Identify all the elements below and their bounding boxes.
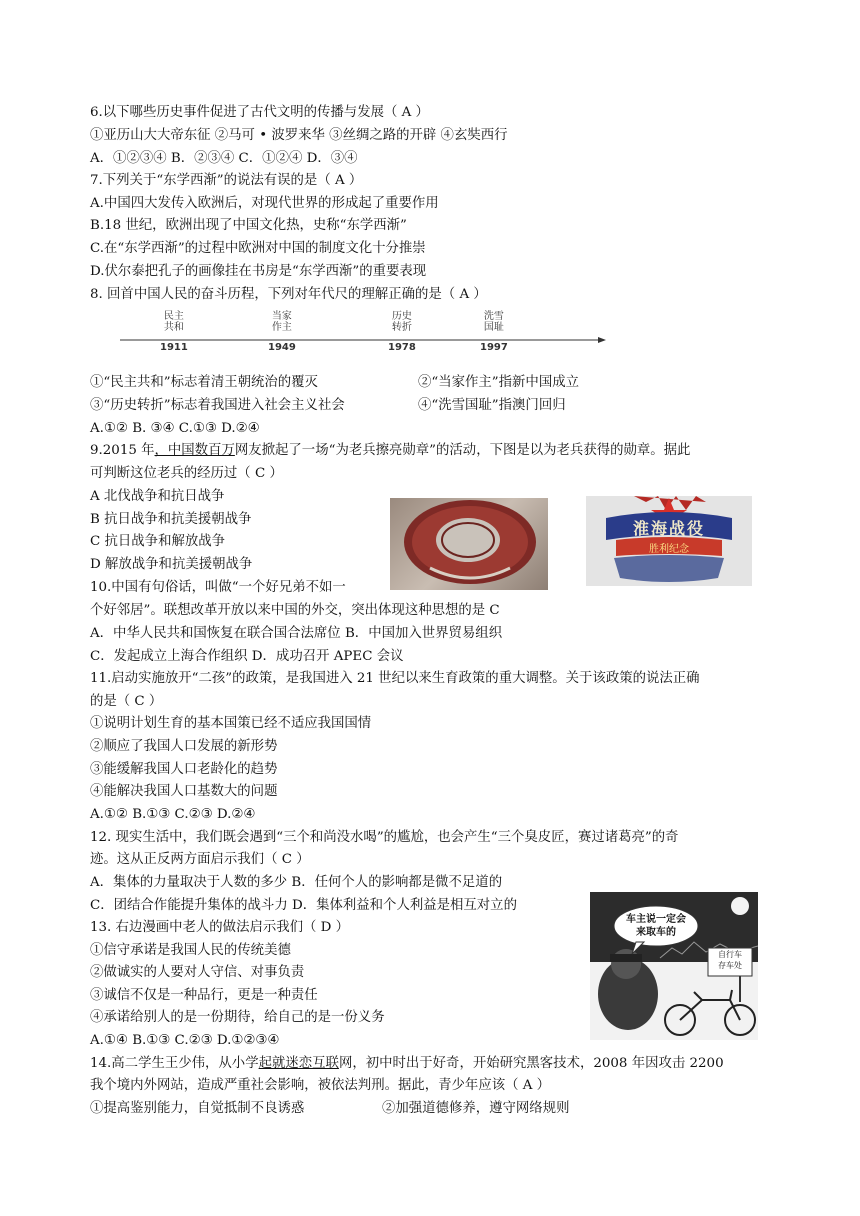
q14-stem-underlined: 起就迷恋互联 <box>258 1056 339 1071</box>
q8-stem: 8. 回首中国人民的奋斗历程，下列对年代尺的理解正确的是（ A ） <box>90 287 487 302</box>
q7-option-b: B.18 世纪，欧洲出现了中国文化热，史称“东学西渐” <box>90 218 407 233</box>
q11-stem-line1: 11.启动实施放开“二孩”的政策，是我国进入 21 世纪以来生育政策的重大调整。关于该政策的说法正确 <box>90 671 700 686</box>
timeline-label-bottom: 转折 <box>391 322 412 333</box>
q10-stem-line1: 10.中国有句俗话，叫做“一个好兄弟不如一 <box>90 580 346 595</box>
q14-stem-start: 14.高二学生王少伟，从小学 <box>90 1056 259 1071</box>
q14-option-1: ①提高鉴别能力，自觉抵制不良诱惑 <box>90 1101 305 1116</box>
q7-option-d: D.伏尔泰把孔子的画像挂在书房是“东学西渐”的重要表现 <box>90 264 427 279</box>
medal-coin-image <box>390 498 548 590</box>
q9-stem-line2: 可判断这位老兵的经历过（ C ） <box>90 466 283 481</box>
q7-stem: 7.下列关于“东学西渐”的说法有误的是（ A ） <box>90 173 363 188</box>
timeline-label-bottom: 作主 <box>271 322 292 333</box>
timeline-label-top: 历史 <box>391 311 412 322</box>
timeline-year: 1949 <box>268 342 296 353</box>
q7-option-c: C.在“东学西渐”的过程中欧洲对中国的制度文化十分推崇 <box>90 241 426 256</box>
q13-option-3: ③诚信不仅是一种品行，更是一种责任 <box>90 988 318 1003</box>
timeline-axis <box>120 308 610 358</box>
timeline-label-top: 洗雪 <box>483 311 504 322</box>
q9-stem-underlined: ，中国数百万 <box>154 443 235 458</box>
q14-stem-line1 <box>90 1054 724 1074</box>
cartoon-bubble-line2: 来取车的 <box>636 927 676 938</box>
q9-stem <box>90 441 690 461</box>
q13-stem: 13. 右边漫画中老人的做法启示我们（ D ） <box>90 920 350 935</box>
q9-stem-year: 9.2015 年 <box>90 443 155 458</box>
q11-option-3: ③能缓解我国人口老龄化的趋势 <box>90 762 278 777</box>
q6-choices: A．①②③④ B．②③④ C．①②④ D．③④ <box>90 151 358 166</box>
q11-option-2: ②顺应了我国人口发展的新形势 <box>90 739 278 754</box>
timeline-item-1978 <box>388 311 416 353</box>
q8-choices: A.①② B. ③④ C.①③ D.②④ <box>90 421 260 436</box>
q8-option-4: ④“洗雪国耻”指澳门回归 <box>418 398 566 413</box>
q14-stem-rest: 网，初中时出于好奇，开始研究黑客技术，2008 年因攻击 2200 <box>338 1056 724 1071</box>
q11-option-4: ④能解决我国人口基数大的问题 <box>90 784 278 799</box>
medal-photo-1 <box>390 498 548 590</box>
q12-stem-line2: 迹。这从正反两方面启示我们（ C ） <box>90 852 310 867</box>
medal-photo-2 <box>586 496 752 586</box>
q8-option-1: ①“民主共和”标志着清王朝统治的覆灭 <box>90 375 318 390</box>
q6-stem: 6.以下哪些历史事件促进了古代文明的传播与发展（ A ） <box>90 105 429 120</box>
timeline-item-1911 <box>160 311 188 353</box>
q12-options-cd: C．团结合作能提升集体的战斗力 D．集体利益和个人利益是相互对立的 <box>90 898 517 913</box>
cartoon-old-man-bicycle <box>590 892 758 1040</box>
q10-options-ab: A．中华人民共和国恢复在联合国合法席位 B．中国加入世界贸易组织 <box>90 626 503 641</box>
q12-options-ab: A．集体的力量取决于人数的多少 B．任何个人的影响都是微不足道的 <box>90 875 503 890</box>
timeline-label-top: 民主 <box>163 311 184 322</box>
q8-timeline <box>120 308 610 358</box>
timeline-year: 1997 <box>480 342 508 353</box>
q9-option-a: A 北伐战争和抗日战争 <box>90 489 225 504</box>
q8-option-2: ②“当家作主”指新中国成立 <box>418 375 579 390</box>
timeline-item-1949 <box>268 311 296 353</box>
q6-options: ①亚历山大大帝东征 ②马可 • 波罗来华 ③丝绸之路的开辟 ④玄奘西行 <box>90 128 508 143</box>
q8-option-3: ③“历史转折”标志着我国进入社会主义社会 <box>90 398 345 413</box>
q14-stem-line2: 我个境内外网站，造成严重社会影响，被依法判刑。据此，青少年应该（ A ） <box>90 1078 551 1093</box>
q9-option-d: D 解放战争和抗美援朝战争 <box>90 557 253 572</box>
q12-stem-line1: 12. 现实生活中，我们既会遇到“三个和尚没水喝”的尴尬，也会产生“三个臭皮匠，赛过诸葛亮”的奇 <box>90 830 679 845</box>
q10-stem-line2: 个好邻居”。联想改革开放以来中国的外交，突出体现这种思想的是 C <box>90 603 500 618</box>
q9-option-b: B 抗日战争和抗美援朝战争 <box>90 512 252 527</box>
cartoon-bubble-line1: 车主说一定会 <box>626 914 686 925</box>
timeline-year: 1978 <box>388 342 416 353</box>
cartoon-sign-line1: 自行车 <box>718 950 742 959</box>
q13-choices: A.①④ B.①③ C.②③ D.①②③④ <box>90 1033 280 1048</box>
q11-stem-line2: 的是（ C ） <box>90 694 163 709</box>
timeline-label-bottom: 共和 <box>163 322 184 333</box>
timeline-item-1997 <box>480 311 508 353</box>
q7-option-a: A.中国四大发传入欧洲后，对现代世界的形成起了重要作用 <box>90 196 439 211</box>
q9-stem-rest: 网友掀起了一场“为老兵擦亮勋章”的活动，下图是以为老兵获得的勋章。据此 <box>234 443 691 458</box>
q11-option-1: ①说明计划生育的基本国策已经不适应我国国情 <box>90 716 372 731</box>
timeline-label-bottom: 国耻 <box>483 322 504 333</box>
timeline-label-top: 当家 <box>271 311 292 322</box>
medal-huaihai-text: 淮海战役 <box>632 519 705 538</box>
q10-options-cd: C．发起成立上海合作组织 D．成功召开 APEC 会议 <box>90 649 404 664</box>
q13-option-2: ②做诚实的人要对人守信、对事负责 <box>90 965 305 980</box>
timeline-year: 1911 <box>160 342 188 353</box>
cartoon-sign-line2: 存车处 <box>718 961 742 970</box>
q13-option-1: ①信守承诺是我国人民的传统美德 <box>90 943 291 958</box>
medal-huaihai-subtext: 胜利纪念 <box>649 544 689 555</box>
q14-option-2: ②加强道德修养，遵守网络规则 <box>382 1101 570 1116</box>
q11-choices: A.①② B.①③ C.②③ D.②④ <box>90 807 256 822</box>
q13-option-4: ④承诺给别人的是一份期待，给自己的是一份义务 <box>90 1010 385 1025</box>
q9-option-c: C 抗日战争和解放战争 <box>90 534 226 549</box>
